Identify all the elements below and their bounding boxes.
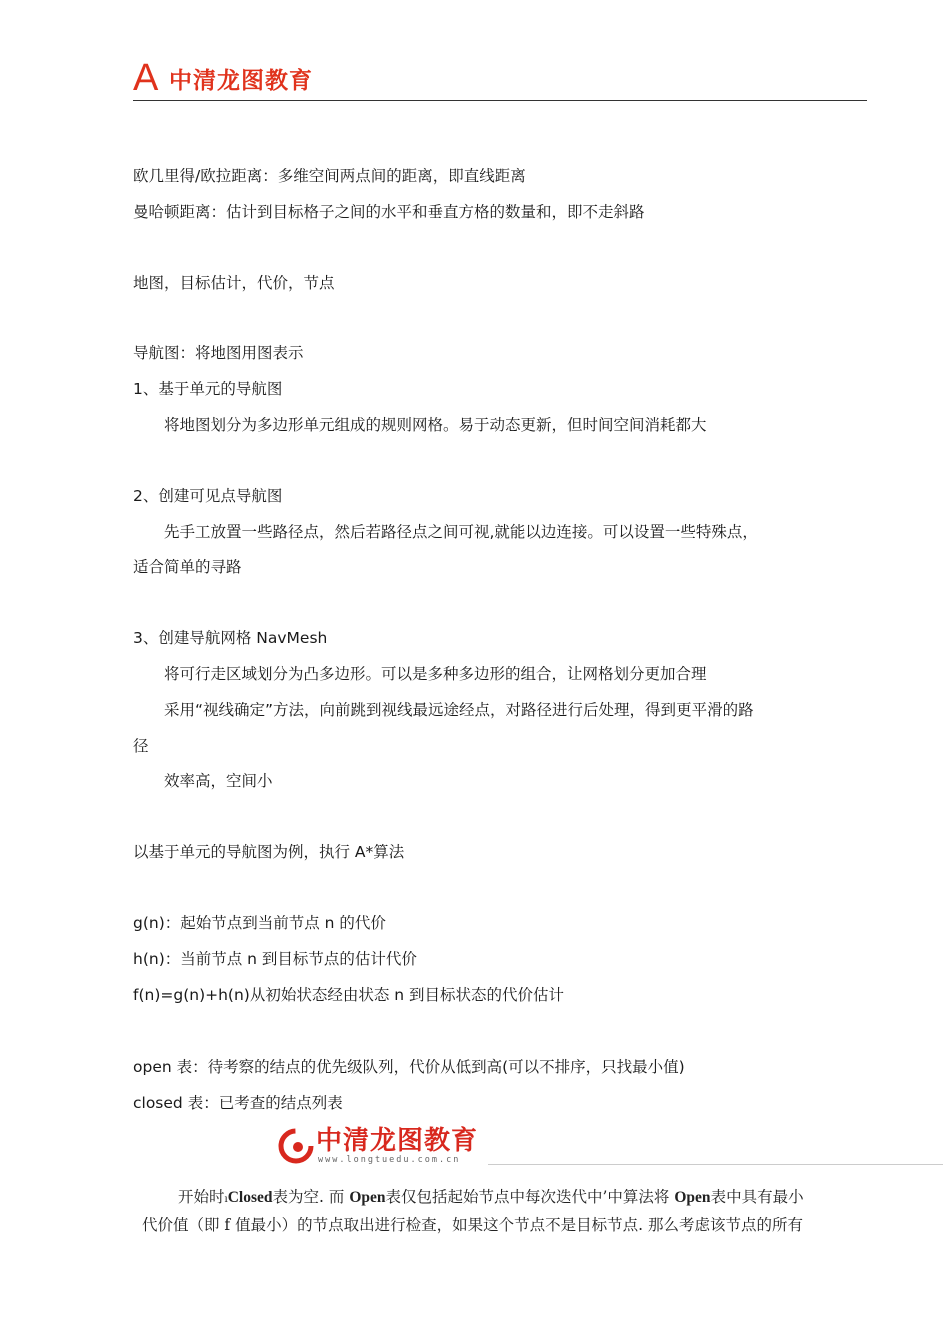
logo-url: www.longtuedu.com.cn: [318, 1155, 461, 1165]
paragraph-line: 开始时ıClosed表为空. 而 Open表仅包括起始节点中每次迭代中’中算法将 Open表中具有最小: [178, 1188, 804, 1206]
text-line: 将地图划分为多边形单元组成的规则网格。易于动态更新，但时间空间消耗都大: [164, 416, 707, 434]
text-line: closed 表：已考查的结点列表: [133, 1094, 343, 1112]
header-brand-name: 中清龙图教育: [169, 68, 313, 94]
term-open: Open: [349, 1189, 386, 1206]
term-closed: Closed: [227, 1189, 273, 1206]
text-line: 采用“视线确定”方法，向前跳到视线最远途经点，对路径进行后处理，得到更平滑的路: [164, 701, 754, 719]
formula-line: g(n)：起始节点到当前节点 n 的代价: [133, 914, 386, 932]
company-logo: [278, 1126, 488, 1166]
text-span: 表中具有最小: [710, 1188, 804, 1206]
logo-swirl-icon: [278, 1128, 314, 1164]
text-line: open 表：待考察的结点的优先级队列，代价从低到高(可以不排序，只找最小值): [133, 1058, 685, 1076]
formula-line: f(n)=g(n)+h(n)从初始状态经由状态 n 到目标状态的代价估计: [133, 986, 565, 1004]
page-header: [133, 57, 867, 101]
text-line: 适合简单的寻路: [133, 558, 242, 576]
logo-brand-name: 中清龙图教育: [316, 1126, 479, 1156]
text-line: 欧几里得/欧拉距离：多维空间两点间的距离，即直线距离: [133, 167, 526, 185]
text-line: 将可行走区域划分为凸多边形。可以是多种多边形的组合，让网格划分更加合理: [164, 665, 707, 683]
text-line: 先手工放置一些路径点，然后若路径点之间可视,就能以边连接。可以设置一些特殊点，: [164, 523, 758, 541]
text-line: 径: [133, 737, 149, 755]
section-heading: 导航图：将地图用图表示: [133, 344, 304, 362]
text-line: 效率高，空间小: [164, 772, 273, 790]
paragraph-line: 代价值（即 f 值最小）的节点取出进行检查，如果这个节点不是目标节点. 那么考虑该节点的所有: [142, 1216, 803, 1234]
text-line: 以基于单元的导航图为例，执行 A*算法: [133, 843, 405, 861]
list-item-heading: 2、创建可见点导航图: [133, 487, 283, 505]
text-span: 开始时: [178, 1188, 225, 1206]
header-logo-letter: A: [133, 57, 159, 99]
list-item-heading: 1、基于单元的导航图: [133, 380, 283, 398]
text-line: 曼哈顿距离：估计到目标格子之间的水平和垂直方格的数量和，即不走斜路: [133, 203, 645, 221]
term-open: Open: [674, 1189, 711, 1206]
divider: [488, 1164, 943, 1165]
text-line: 地图，目标估计，代价，节点: [133, 274, 335, 292]
formula-line: h(n)：当前节点 n 到目标节点的估计代价: [133, 950, 417, 968]
text-span: 表仅包括起始节点中每次迭代中’中算法将: [385, 1188, 670, 1206]
list-item-heading: 3、创建导航网格 NavMesh: [133, 629, 328, 647]
text-span: 表为空. 而: [272, 1188, 345, 1206]
